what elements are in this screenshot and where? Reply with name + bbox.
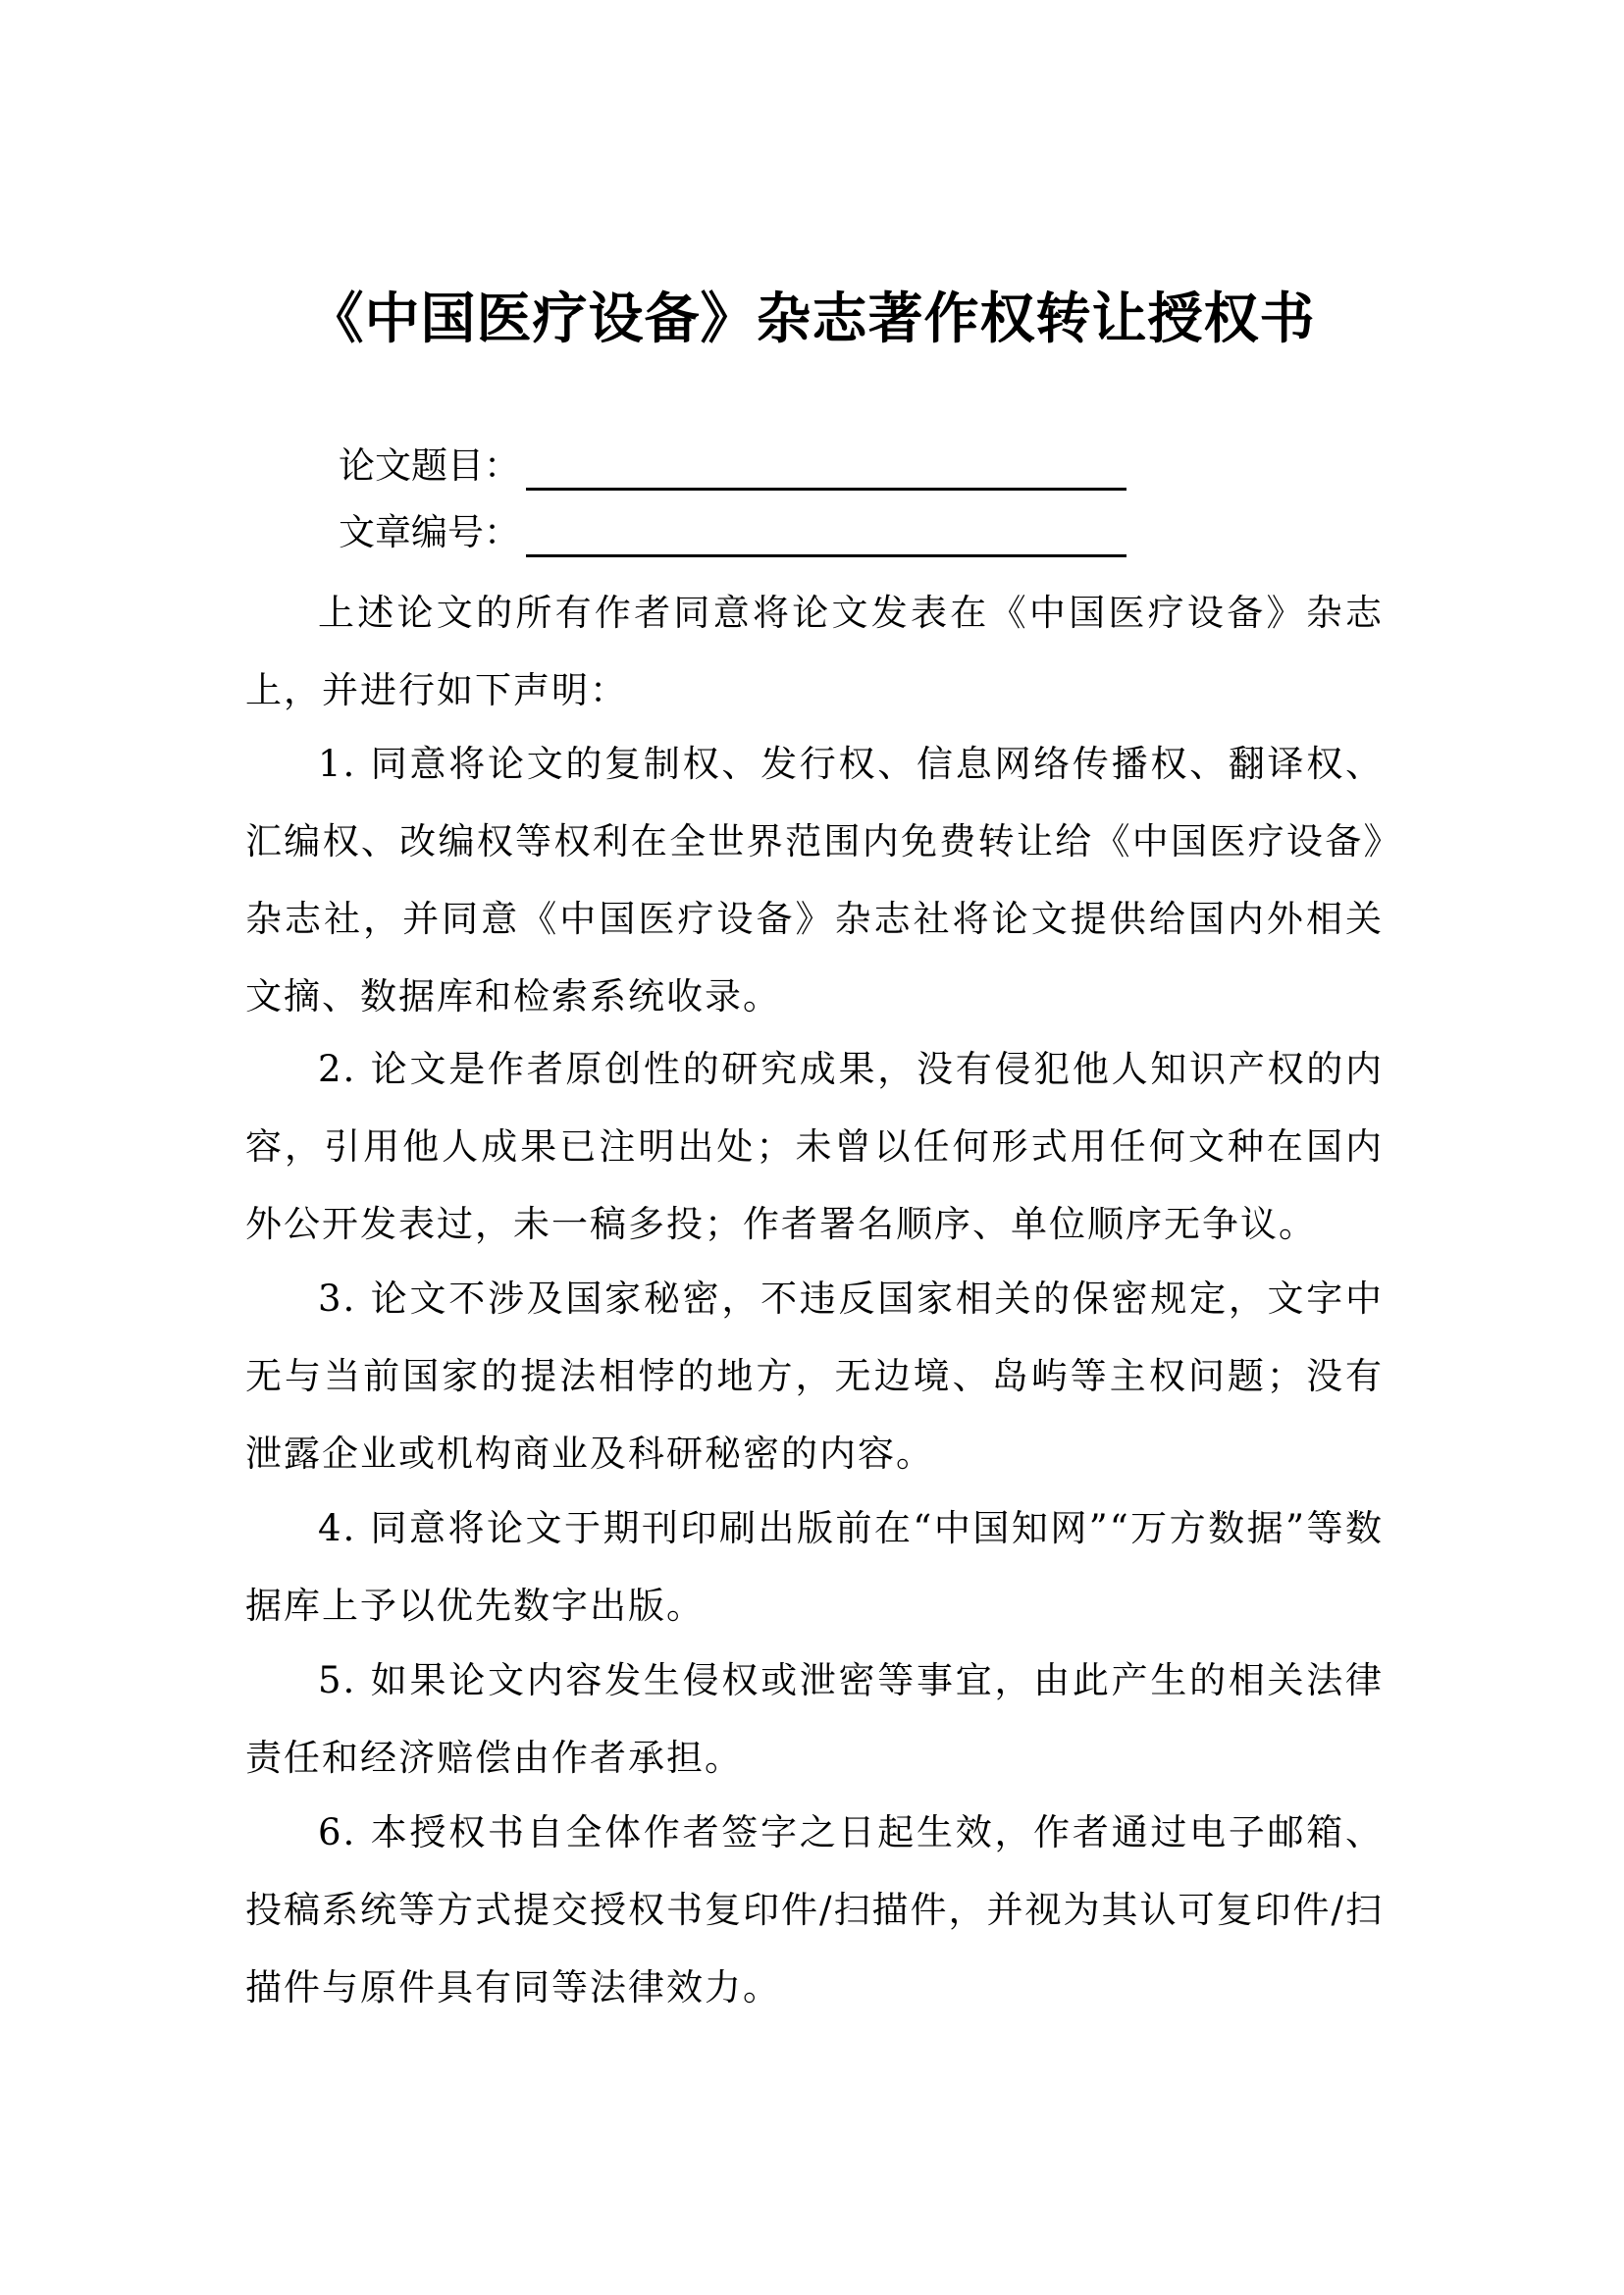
article-number-label: 文章编号： [339, 511, 520, 553]
article-number-blank-line[interactable] [526, 509, 1126, 557]
paper-title-blank-line[interactable] [526, 443, 1126, 491]
article-number-field [339, 498, 1126, 557]
document-title: 《中国医疗设备》杂志著作权转让授权书 [308, 287, 1316, 351]
clause-5: 5. 如果论文内容发生侵权或泄密等事宜，由此产生的相关法律责任和经济赔偿由作者承担。 [245, 1659, 1384, 1779]
clause-6: 6. 本授权书自全体作者签字之日起生效，作者通过电子邮箱、投稿系统等方式提交授权书复印件/扫描件，并视为其认可复印件/扫描件与原件具有同等法律效力。 [245, 1811, 1384, 2008]
clause-1: 1. 同意将论文的复制权、发行权、信息网络传播权、翻译权、汇编权、改编权等权利在全世界范围内免费转让给《中国医疗设备》杂志社，并同意《中国医疗设备》杂志社将论文提供给国内外相关文摘、数据库和检索系统收录。 [245, 743, 1384, 1017]
intro-paragraph: 上述论文的所有作者同意将论文发表在《中国医疗设备》杂志上，并进行如下声明： [245, 592, 1384, 711]
clause-2: 2. 论文是作者原创性的研究成果，没有侵犯他人知识产权的内容，引用他人成果已注明出处；未曾以任何形式用任何文种在国内外公开发表过，未一稿多投；作者署名顺序、单位顺序无争议。 [245, 1048, 1384, 1245]
clause-3: 3. 论文不涉及国家秘密，不违反国家相关的保密规定，文字中无与当前国家的提法相悖的地方，无边境、岛屿等主权问题；没有泄露企业或机构商业及科研秘密的内容。 [245, 1278, 1384, 1475]
clause-4: 4. 同意将论文于期刊印刷出版前在“中国知网”“万方数据”等数据库上予以优先数字出版。 [245, 1507, 1384, 1627]
paper-title-label: 论文题目： [339, 444, 520, 487]
paper-title-field [339, 432, 1126, 491]
